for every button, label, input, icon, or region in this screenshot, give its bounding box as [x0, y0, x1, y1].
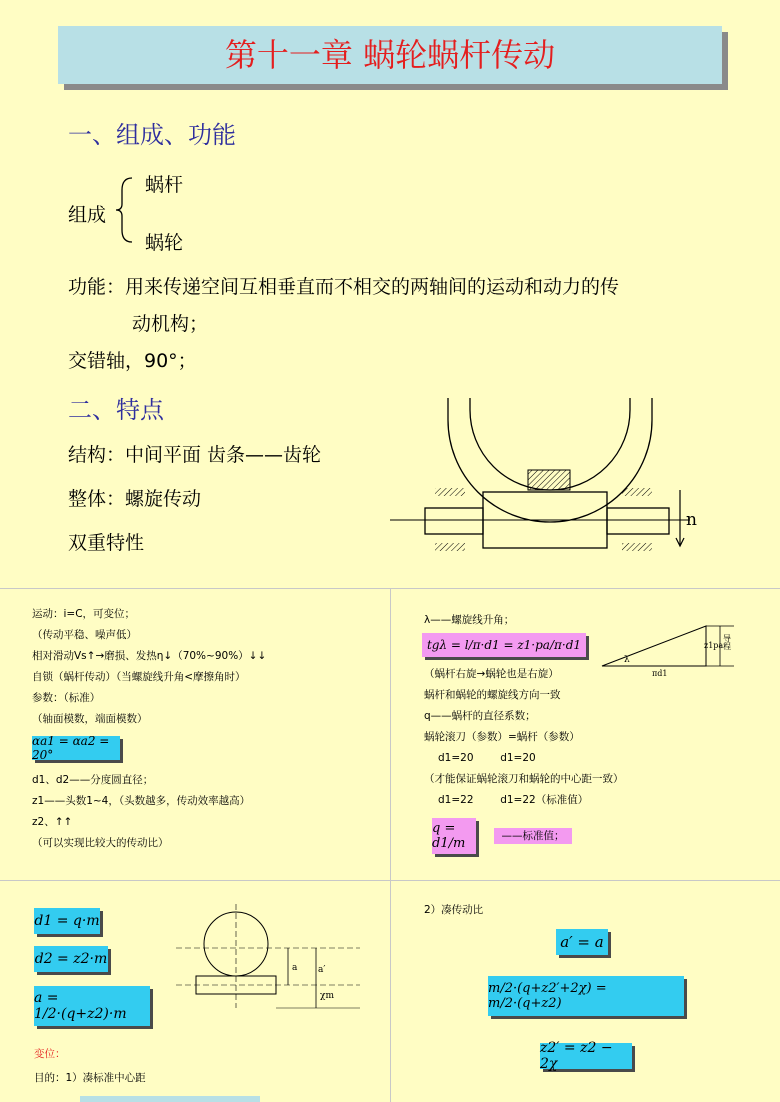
brace-icon: [114, 176, 136, 244]
divider: [390, 588, 391, 1102]
text-line: z1——头数1~4，（头数越多，传动效率越高）: [32, 795, 251, 807]
page-title: 第十一章 蜗轮蜗杆传动: [224, 36, 556, 74]
worm-gear-diagram: [380, 390, 710, 565]
triangle-base-label: πd1: [652, 669, 668, 678]
pressure-angle-formula: αa1 = αa2 = 20°: [32, 736, 120, 760]
formula-d2: d2 = z2·m: [34, 946, 108, 972]
text-line: 相对滑动Vs↑→磨损、发热η↓（70%~90%）↓↓: [32, 650, 267, 662]
standard-value-note: ——标准值；: [494, 828, 572, 844]
function-line-1: 功能：用来传递空间互相垂直而不相交的两轴间的运动和动力的传: [68, 276, 620, 298]
compose-label: 组成: [68, 204, 107, 226]
triangle-height-label: z1pa: [704, 641, 724, 650]
text-line: d1=20 d1=20: [438, 752, 536, 764]
diameter-factor-formula: q = d1/m: [432, 818, 476, 854]
compose-item-worm: 蜗杆: [145, 174, 184, 196]
triangle-side-label: 导程: [722, 634, 732, 650]
text-line: 自锁（蜗杆传动）（当螺旋线升角<摩擦角时）: [32, 671, 246, 683]
formula-d1: d1 = q·m: [34, 908, 100, 934]
text-line: 蜗轮滚刀（参数）=蜗杆（参数）: [424, 731, 580, 743]
overall-text: 整体：螺旋传动: [68, 488, 202, 510]
text-line: 参数：（标准）: [32, 692, 101, 704]
partial-box: [80, 1096, 260, 1102]
label-a: a: [292, 963, 298, 973]
text-line: 蜗杆和蜗轮的螺旋线方向一致: [424, 689, 561, 701]
text-line: （传动平稳、噪声低）: [32, 629, 137, 641]
text-line: d1=22 d1=22（标准值）: [438, 794, 589, 806]
text-line: 运动：i=C，可变位；: [32, 608, 136, 620]
section-heading-2: 二、特点: [68, 396, 164, 424]
triangle-angle-label: λ: [624, 655, 630, 665]
text-line: （蜗杆右旋→蜗轮也是右旋）: [424, 668, 559, 680]
cross-axis-text: 交错轴，90°；: [68, 350, 197, 372]
text-line: （轴面模数，端面模数）: [32, 713, 148, 725]
formula-gear-ratio: m/2·(q+z2′+2χ) = m/2·(q+z2): [488, 976, 684, 1016]
panel-right-text: [424, 664, 624, 811]
text-line: （可以实现比较大的传动比）: [32, 837, 169, 849]
compose-item-wheel: 蜗轮: [145, 232, 184, 254]
text-line: z2、↑↑: [32, 816, 73, 828]
function-line-2: 动机构；: [132, 313, 209, 335]
formula-a-prime: a′ = a: [556, 929, 608, 955]
dual-text: 双重特性: [68, 532, 145, 554]
divider: [0, 880, 780, 881]
structure-text: 结构：中间平面 齿条——齿轮: [68, 444, 322, 466]
lambda-line: λ——螺旋线升角；: [424, 614, 515, 626]
panel-left-text-2: [32, 770, 250, 854]
shift-label: 变位：: [34, 1048, 66, 1060]
label-chi-m: χm: [320, 991, 334, 1001]
lead-angle-formula: tgλ = l/π·d1 = z1·pa/π·d1: [422, 633, 586, 657]
center-distance-diagram: [170, 900, 370, 1010]
bottom-right-heading: 2）凑传动比: [424, 904, 484, 916]
purpose-text: 目的：1）凑标准中心距: [34, 1072, 146, 1084]
text-line: d1、d2——分度圆直径；: [32, 774, 154, 786]
formula-center-distance: a = 1/2·(q+z2)·m: [34, 986, 150, 1026]
section-heading-1: 一、组成、功能: [68, 121, 236, 149]
panel-left-text: [32, 604, 266, 730]
label-a-prime: a′: [318, 965, 326, 975]
rotation-label: n: [686, 510, 697, 530]
text-line: q——蜗杆的直径系数；: [424, 710, 536, 722]
formula-z2-prime: z2′ = z2 − 2χ: [540, 1043, 632, 1069]
text-line: （才能保证蜗轮滚刀和蜗轮的中心距一致）: [424, 773, 624, 785]
